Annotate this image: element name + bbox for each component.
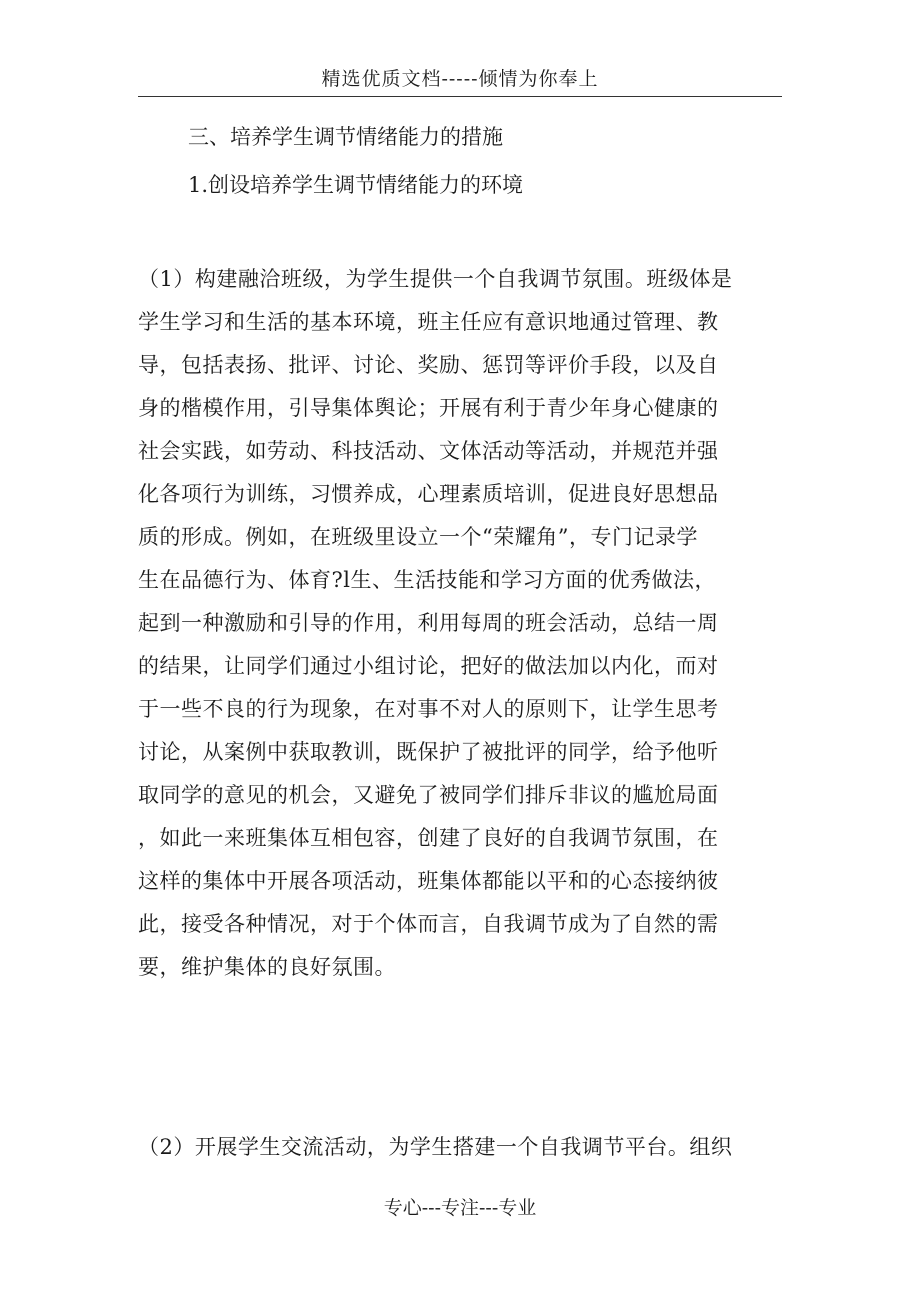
paragraph-line: 起到一种激励和引导的作用，利用每周的班会活动，总结一周: [138, 611, 719, 635]
paragraph-line: 这样的集体中开展各项活动，班集体都能以平和的心态接纳彼: [138, 869, 719, 893]
paragraph-line: 的结果，让同学们通过小组讨论，把好的做法加以内化，而对: [138, 654, 719, 678]
paragraph-line: （2）开展学生交流活动，为学生搭建一个自我调节平台。组织: [138, 1135, 733, 1159]
paragraph-line: （1）构建融洽班级，为学生提供一个自我调节氛围。班级体是: [138, 267, 733, 291]
paragraph-2: [138, 1126, 788, 1169]
paragraph-line: 于一些不良的行为现象，在对事不对人的原则下，让学生思考: [138, 697, 719, 721]
paragraph-line: 讨论，从案例中获取教训，既保护了被批评的同学，给予他听: [138, 740, 719, 764]
paragraph-line: 生在品德行为、体育?l生、生活技能和学习方面的优秀做法，: [138, 568, 716, 592]
paragraph-line: 此，接受各种情况，对于个体而言，自我调节成为了自然的需: [138, 912, 719, 936]
paragraph-1: [138, 258, 788, 989]
paragraph-line: 身的楷模作用，引导集体舆论；开展有利于青少年身心健康的: [138, 396, 719, 420]
paragraph-line: ，如此一来班集体互相包容，创建了良好的自我调节氛围，在: [138, 826, 719, 850]
paragraph-line: 导，包括表扬、批评、讨论、奖励、惩罚等评价手段，以及自: [138, 353, 719, 377]
section-heading: 三、培养学生调节情绪能力的措施: [188, 125, 503, 149]
paragraph-line: 取同学的意见的机会，又避免了被同学们排斥非议的尴尬局面: [138, 783, 719, 807]
paragraph-line: 学生学习和生活的基本环境，班主任应有意识地通过管理、教: [138, 310, 719, 334]
paragraph-line: 化各项行为训练，习惯养成，心理素质培训，促进良好思想品: [138, 482, 719, 506]
paragraph-line: 社会实践，如劳动、科技活动、文体活动等活动，并规范并强: [138, 439, 719, 463]
paragraph-line: 质的形成。例如，在班级里设立一个“荣耀角”，专门记录学: [138, 525, 698, 549]
page-footer: 专心---专注---专业: [383, 1197, 537, 1219]
paragraph-line: 要，维护集体的良好氛围。: [138, 955, 396, 979]
page-header: 精选优质文档-----倾情为你奉上: [138, 66, 782, 97]
subsection-heading: 1.创设培养学生调节情绪能力的环境: [188, 173, 524, 197]
